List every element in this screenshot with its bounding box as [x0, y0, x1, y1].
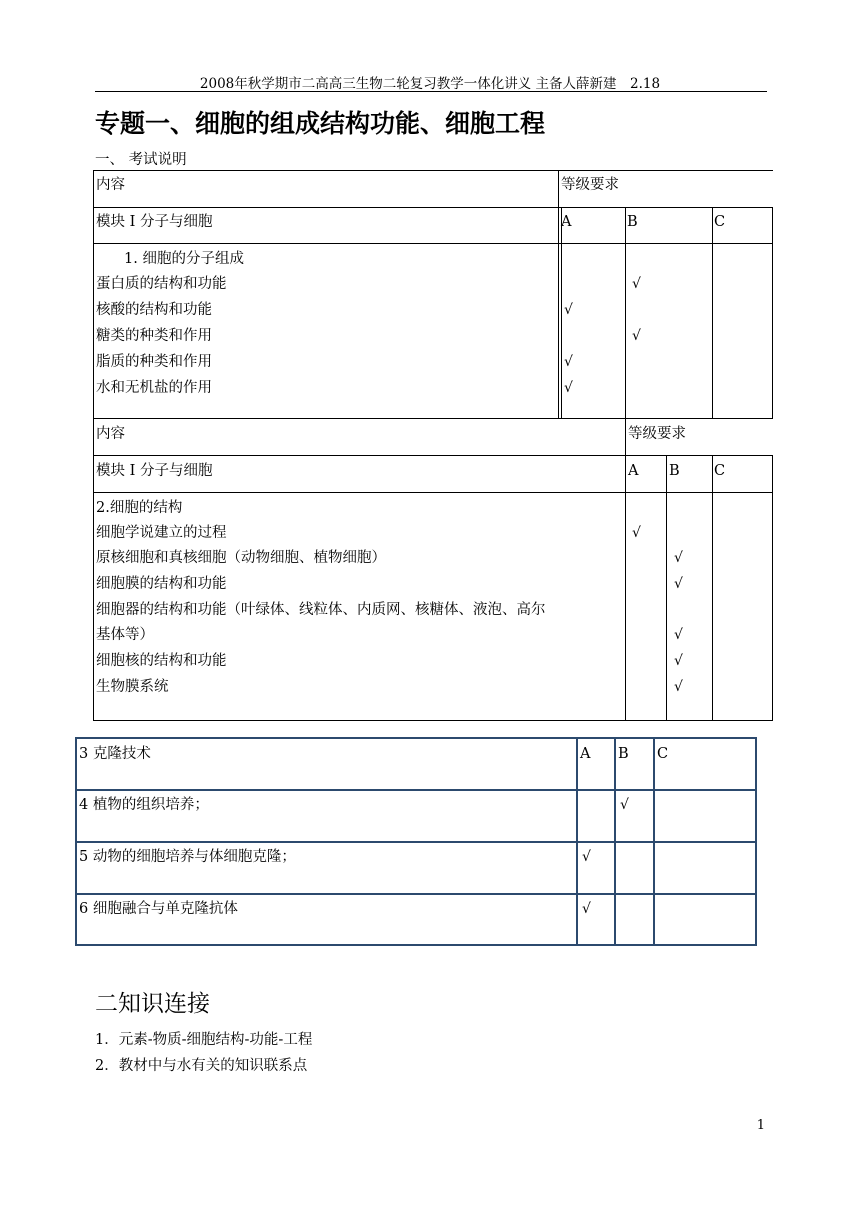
table-rule: [653, 737, 655, 946]
level-b-header: B: [618, 746, 629, 762]
check-mark: √: [620, 797, 629, 813]
level-a-header: A: [628, 463, 639, 479]
check-mark: √: [674, 550, 683, 566]
table-rule: [666, 455, 667, 721]
table-rule: [561, 207, 562, 419]
module-label: 模块 I 分子与细胞: [96, 214, 213, 230]
table-row-item: 4 植物的组织培养；: [79, 797, 209, 813]
running-header: 2008年秋学期市二高高三生物二轮复习教学一体化讲义 主备人薛新建 2.18: [199, 76, 661, 92]
section-heading-knowledge-links: 二知识连接: [95, 991, 210, 1017]
table-rule: [93, 170, 773, 171]
check-mark: √: [674, 627, 683, 643]
table-row-item: 原核细胞和真核细胞（动物细胞、植物细胞）: [96, 550, 386, 566]
table-rule: [93, 207, 773, 208]
check-mark: √: [564, 354, 573, 370]
level-a-header: A: [580, 746, 591, 762]
table-header-content: 内容: [96, 426, 125, 442]
table-row-item: 5 动物的细胞培养与体细胞克隆；: [79, 849, 296, 865]
level-b-header: B: [669, 463, 680, 479]
table-rule: [558, 170, 559, 419]
table-row-item: 生物膜系统: [96, 679, 169, 695]
table-row-item-continued: 基体等）: [96, 627, 154, 643]
group-title: 1. 细胞的分子组成: [124, 251, 244, 267]
page-number: 1: [756, 1118, 765, 1133]
table-row-item: 核酸的结构和功能: [96, 302, 212, 318]
table-row-item: 细胞膜的结构和功能: [96, 576, 227, 592]
module-label: 模块 I 分子与细胞: [96, 463, 213, 479]
level-a-header: A: [561, 214, 572, 230]
check-mark: √: [674, 679, 683, 695]
header-rule: [95, 91, 767, 92]
level-c-header: C: [714, 463, 726, 479]
table-rule: [576, 737, 578, 946]
knowledge-item: 2．教材中与水有关的知识联系点: [95, 1058, 308, 1074]
table-rule: [93, 243, 773, 244]
table-row-item: 糖类的种类和作用: [96, 328, 212, 344]
table-rule: [712, 455, 713, 721]
check-mark: √: [674, 576, 683, 592]
check-mark: √: [582, 849, 591, 865]
check-mark: √: [582, 901, 591, 917]
table-row-item: 蛋白质的结构和功能: [96, 276, 227, 292]
table-row-item: 细胞核的结构和功能: [96, 653, 227, 669]
table-rule: [772, 455, 773, 721]
table-rule: [755, 737, 757, 946]
section-heading-exam-description: 一、 考试说明: [95, 152, 187, 168]
table-header-level: 等级要求: [628, 426, 686, 442]
table-rule: [93, 720, 773, 721]
table-rule: [93, 455, 773, 456]
table-rule: [614, 737, 616, 946]
table-row-item: 细胞学说建立的过程: [96, 525, 227, 541]
group-title: 2.细胞的结构: [96, 500, 183, 516]
table-header-content: 内容: [96, 177, 125, 193]
level-b-header: B: [627, 214, 638, 230]
level-c-header: C: [657, 746, 669, 762]
table-row-item: 水和无机盐的作用: [96, 380, 212, 396]
table-rule: [712, 207, 713, 419]
table-header-cloning: 3 克隆技术: [79, 746, 151, 762]
document-title: 专题一、细胞的组成结构功能、细胞工程: [95, 109, 546, 138]
knowledge-item: 1．元素-物质-细胞结构-功能-工程: [95, 1032, 313, 1048]
level-c-header: C: [714, 214, 726, 230]
table-row-item: 细胞器的结构和功能（叶绿体、线粒体、内质网、核糖体、液泡、高尔: [96, 602, 546, 618]
check-mark: √: [632, 328, 641, 344]
table-rule: [93, 492, 773, 493]
check-mark: √: [564, 380, 573, 396]
table-rule: [93, 418, 773, 419]
table-row-item: 脂质的种类和作用: [96, 354, 212, 370]
check-mark: √: [632, 525, 641, 541]
table-rule: [772, 207, 773, 419]
table-rule: [625, 207, 626, 419]
check-mark: √: [674, 653, 683, 669]
check-mark: √: [564, 302, 573, 318]
check-mark: √: [632, 276, 641, 292]
table-header-level: 等级要求: [561, 177, 619, 193]
table-row-item: 6 细胞融合与单克隆抗体: [79, 901, 238, 917]
